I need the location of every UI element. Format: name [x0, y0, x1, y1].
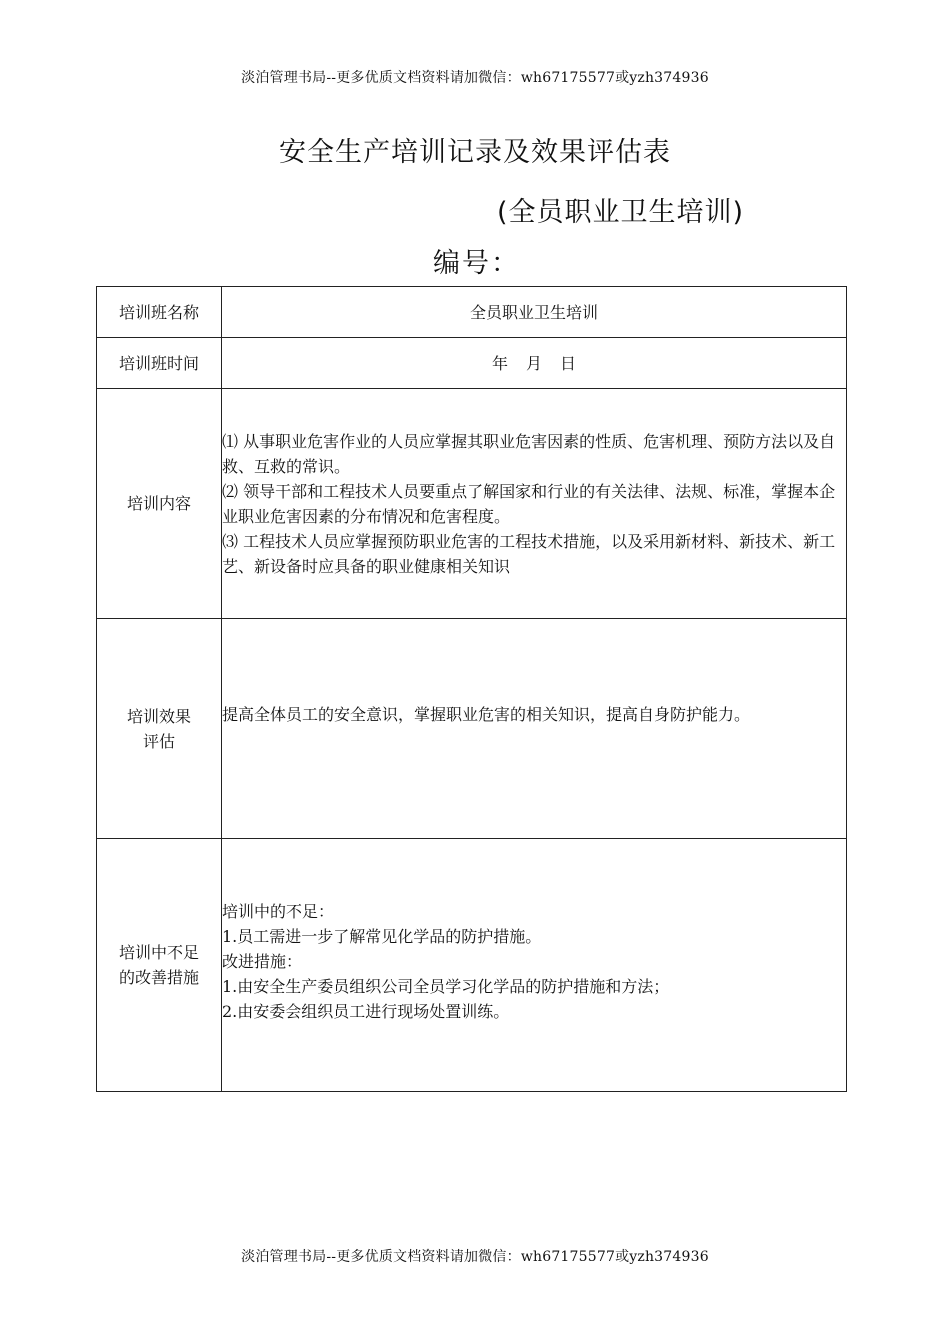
content-item-2: ⑵ 领导干部和工程技术人员要重点了解国家和行业的有关法律、法规、标准，掌握本企业职业危害因素的分布情况和危害程度。 [222, 481, 836, 526]
training-effect-cell [222, 619, 847, 839]
day-label: 日 [560, 353, 577, 373]
training-content-label: 培训内容 [97, 389, 222, 619]
training-content-cell [222, 389, 847, 619]
serial-number-label: 编号： [433, 248, 520, 279]
row-training-effect [97, 619, 847, 839]
row-training-content [97, 389, 847, 619]
improvement-line-3: 改进措施： [222, 951, 303, 971]
improvement-cell [222, 839, 847, 1092]
row-class-name [97, 287, 847, 338]
improvement-line-1: 培训中的不足： [222, 901, 335, 921]
class-name-value: 全员职业卫生培训 [222, 287, 847, 338]
content-item-3: ⑶ 工程技术人员应掌握预防职业危害的工程技术措施，以及采用新材料、新技术、新工艺、新设备时应具备的职业健康相关知识 [222, 531, 836, 576]
document-subtitle: (全员职业卫生培训) [497, 197, 745, 228]
improvement-text [222, 899, 846, 1024]
training-effect-label [97, 619, 222, 839]
class-time-value [222, 338, 847, 389]
document-title: 安全生产培训记录及效果评估表 [279, 137, 671, 168]
class-time-label: 培训班时间 [97, 338, 222, 389]
footer-note: 淡泊管理书局--更多优质文档资料请加微信：wh67175577或yzh374936 [241, 1249, 709, 1265]
header-note: 淡泊管理书局--更多优质文档资料请加微信：wh67175577或yzh374936 [241, 70, 709, 86]
improvement-line-4: 1.由安全生产委员组织公司全员学习化学品的防护措施和方法； [222, 976, 670, 996]
training-record-table [96, 286, 847, 1092]
month-label: 月 [525, 353, 542, 373]
content-item-1: ⑴ 从事职业危害作业的人员应掌握其职业危害因素的性质、危害机理、预防方法以及自救、互救的常识。 [222, 431, 836, 476]
improvement-label [97, 839, 222, 1092]
training-effect-text: 提高全体员工的安全意识，掌握职业危害的相关知识，提高自身防护能力。 [222, 704, 751, 724]
improvement-line-5: 2.由安委会组织员工进行现场处置训练。 [222, 1001, 510, 1021]
row-class-time [97, 338, 847, 389]
class-name-label: 培训班名称 [97, 287, 222, 338]
row-improvement [97, 839, 847, 1092]
training-effect-label-line1: 培训效果 [126, 706, 191, 726]
improvement-label-line2: 的改善措施 [118, 968, 199, 987]
year-label: 年 [491, 353, 508, 373]
improvement-label-line1: 培训中不足 [118, 943, 199, 962]
training-effect-label-line2: 评估 [142, 731, 175, 751]
improvement-line-2: 1.员工需进一步了解常见化学品的防护措施。 [222, 926, 542, 946]
